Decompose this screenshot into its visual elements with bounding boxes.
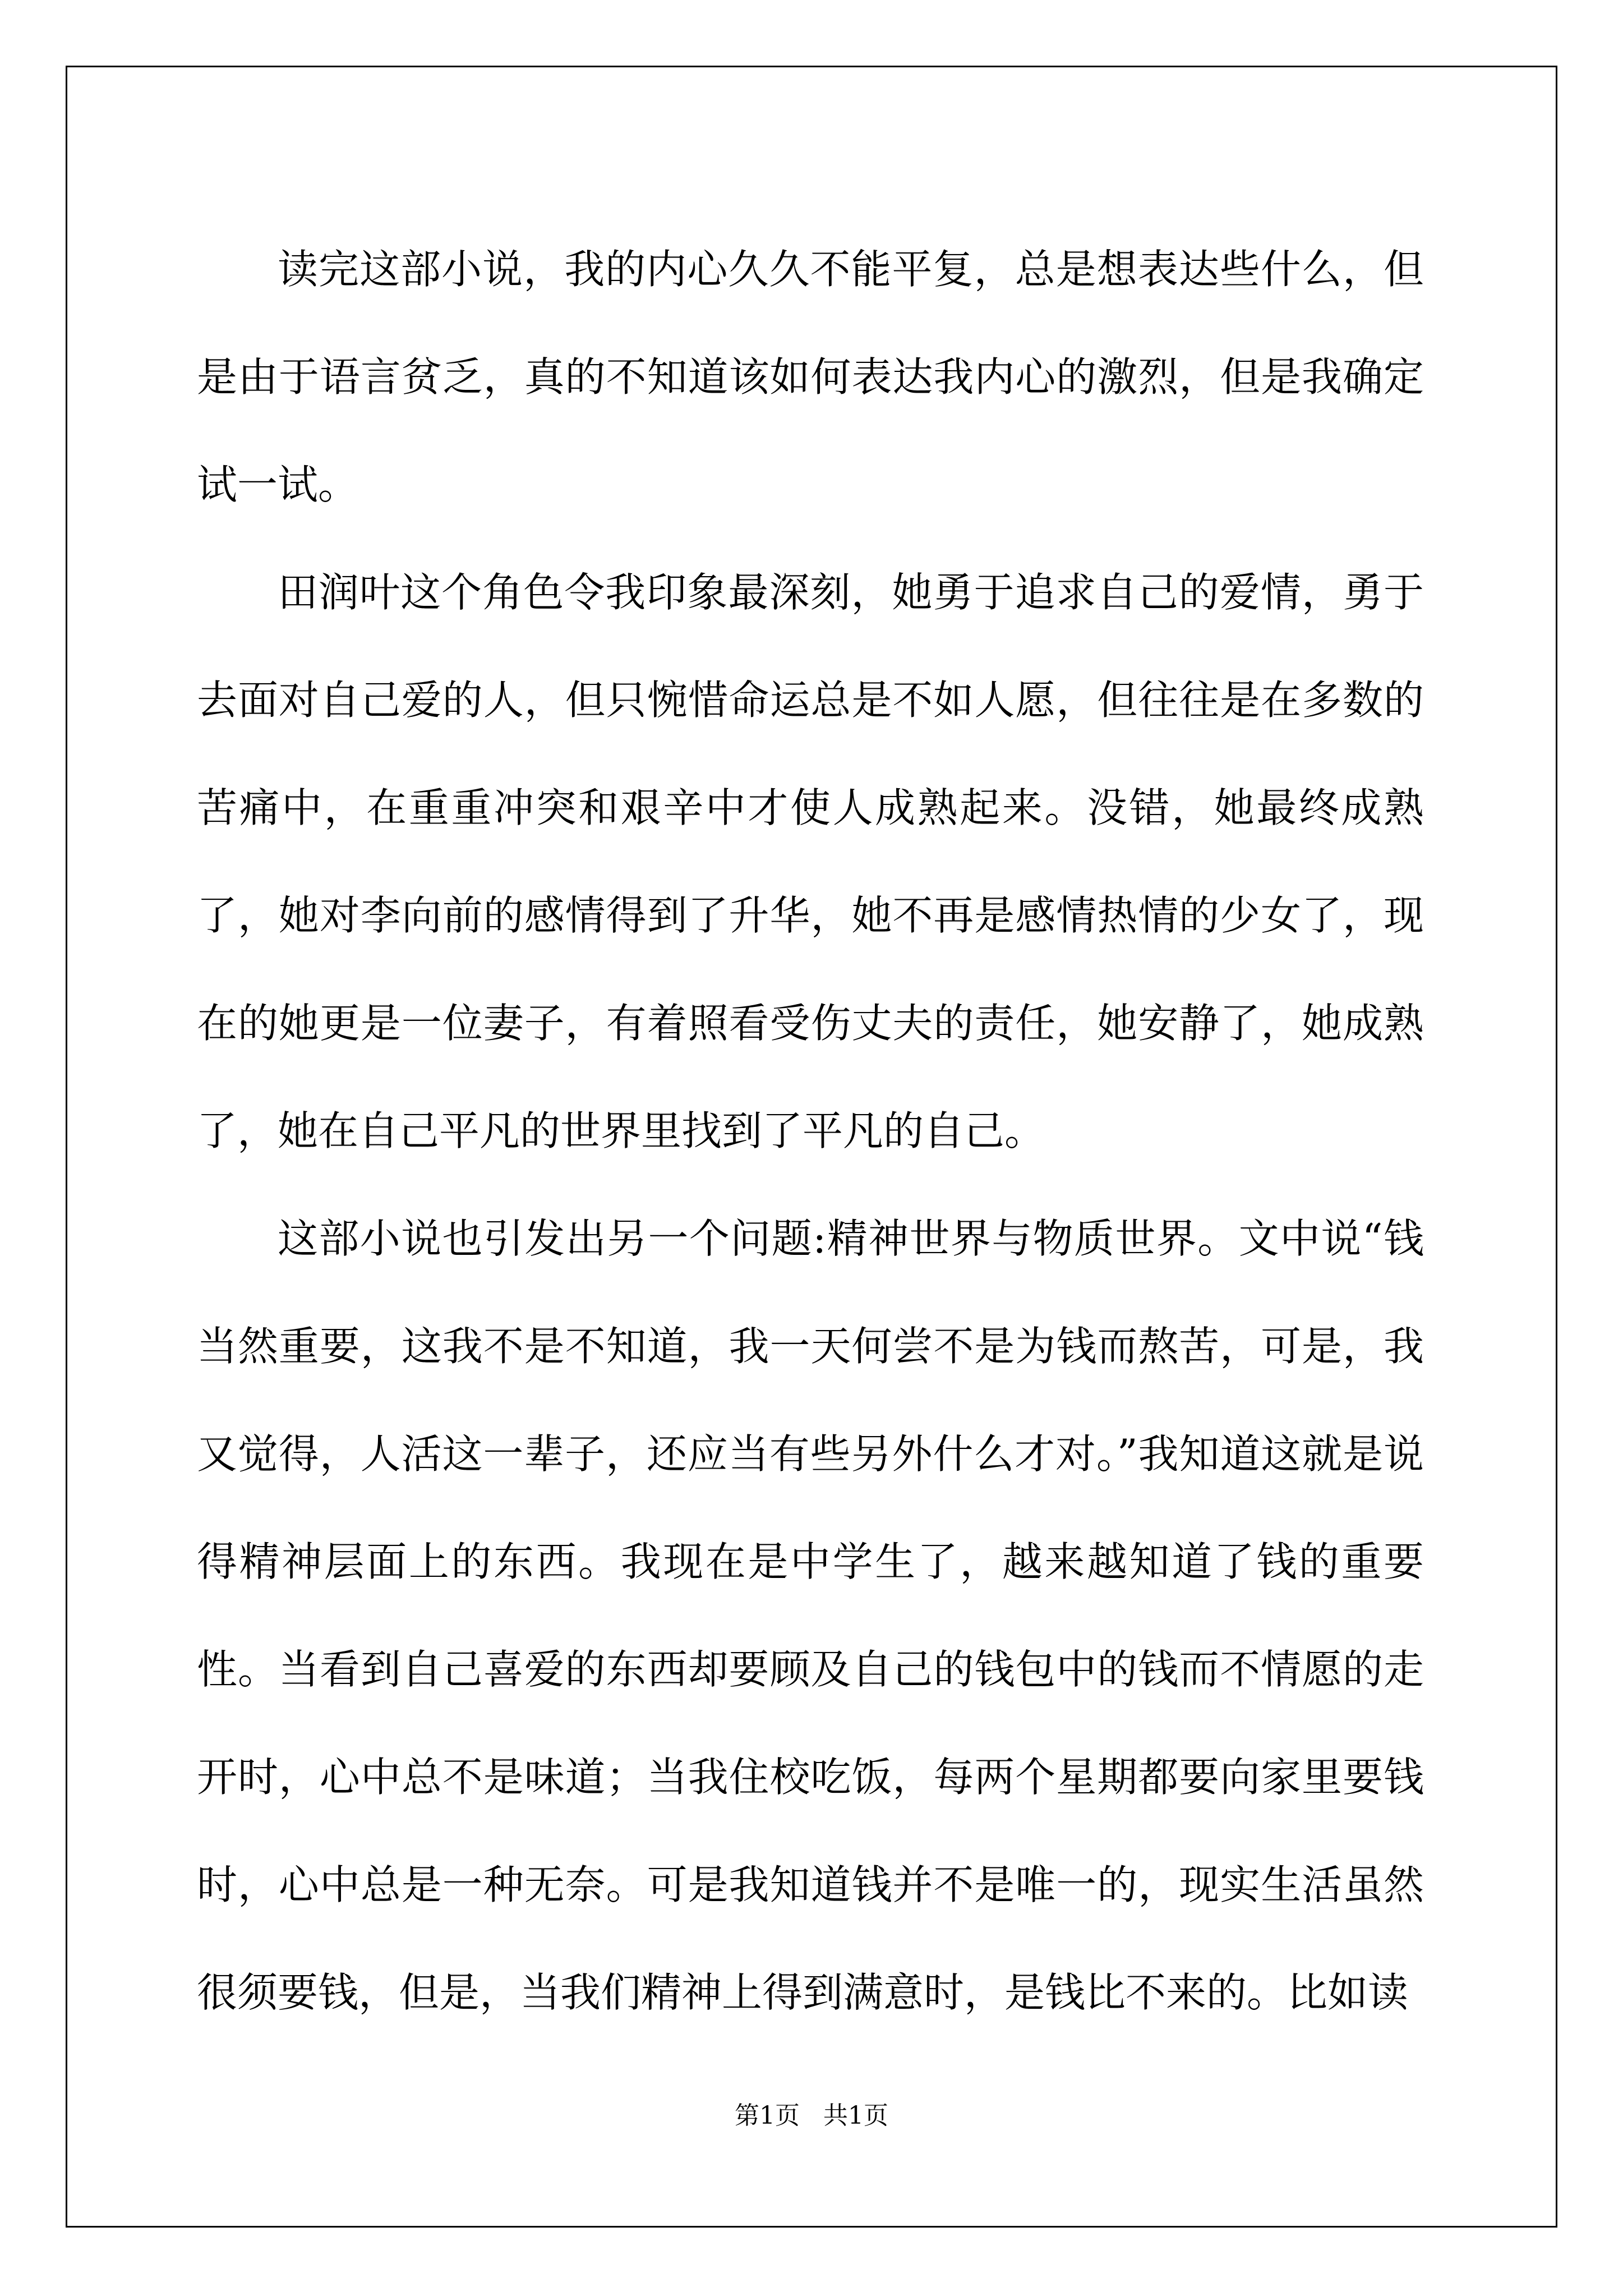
paragraph-2: 田润叶这个角色令我印象最深刻，她勇于追求自己的爱情，勇于去面对自己爱的人，但只惋惜命运总是不如人愿，但往往是在多数的苦痛中，在重重冲突和艰辛中才使人成熟起来。没错，她最终成熟了，她对李向前的感情得到了升华，她不再是感情热情的少女了，现在的她更是一位妻子，有着照看受伤丈夫的责任，她安静了，她成熟了，她在自己平凡的世界里找到了平凡的自己。 [197, 569, 1424, 1154]
page-number-footer: 第1页 共1页 [735, 2101, 888, 2130]
paragraph-1: 读完这部小说，我的内心久久不能平复，总是想表达些什么，但是由于语言贫乏，真的不知道该如何表达我内心的激烈，但是我确定试一试。 [197, 246, 1424, 508]
document-body [197, 215, 1424, 2046]
paragraph-3: 这部小说也引发出另一个问题:精神世界与物质世界。文中说“钱当然重要，这我不是不知道，我一天何尝不是为钱而熬苦，可是，我又觉得，人活这一辈子，还应当有些另外什么才对。”我知道这就是说得精神层面上的东西。我现在是中学生了，越来越知道了钱的重要性。当看到自己喜爱的东西却要顾及自己的钱包中的钱而不情愿的走开时，心中总不是味道；当我住校吃饭，每两个星期都要向家里要钱时，心中总是一种无奈。可是我知道钱并不是唯一的，现实生活虽然很须要钱，但是，当我们精神上得到满意时，是钱比不来的。比如读 [197, 1215, 1424, 2016]
